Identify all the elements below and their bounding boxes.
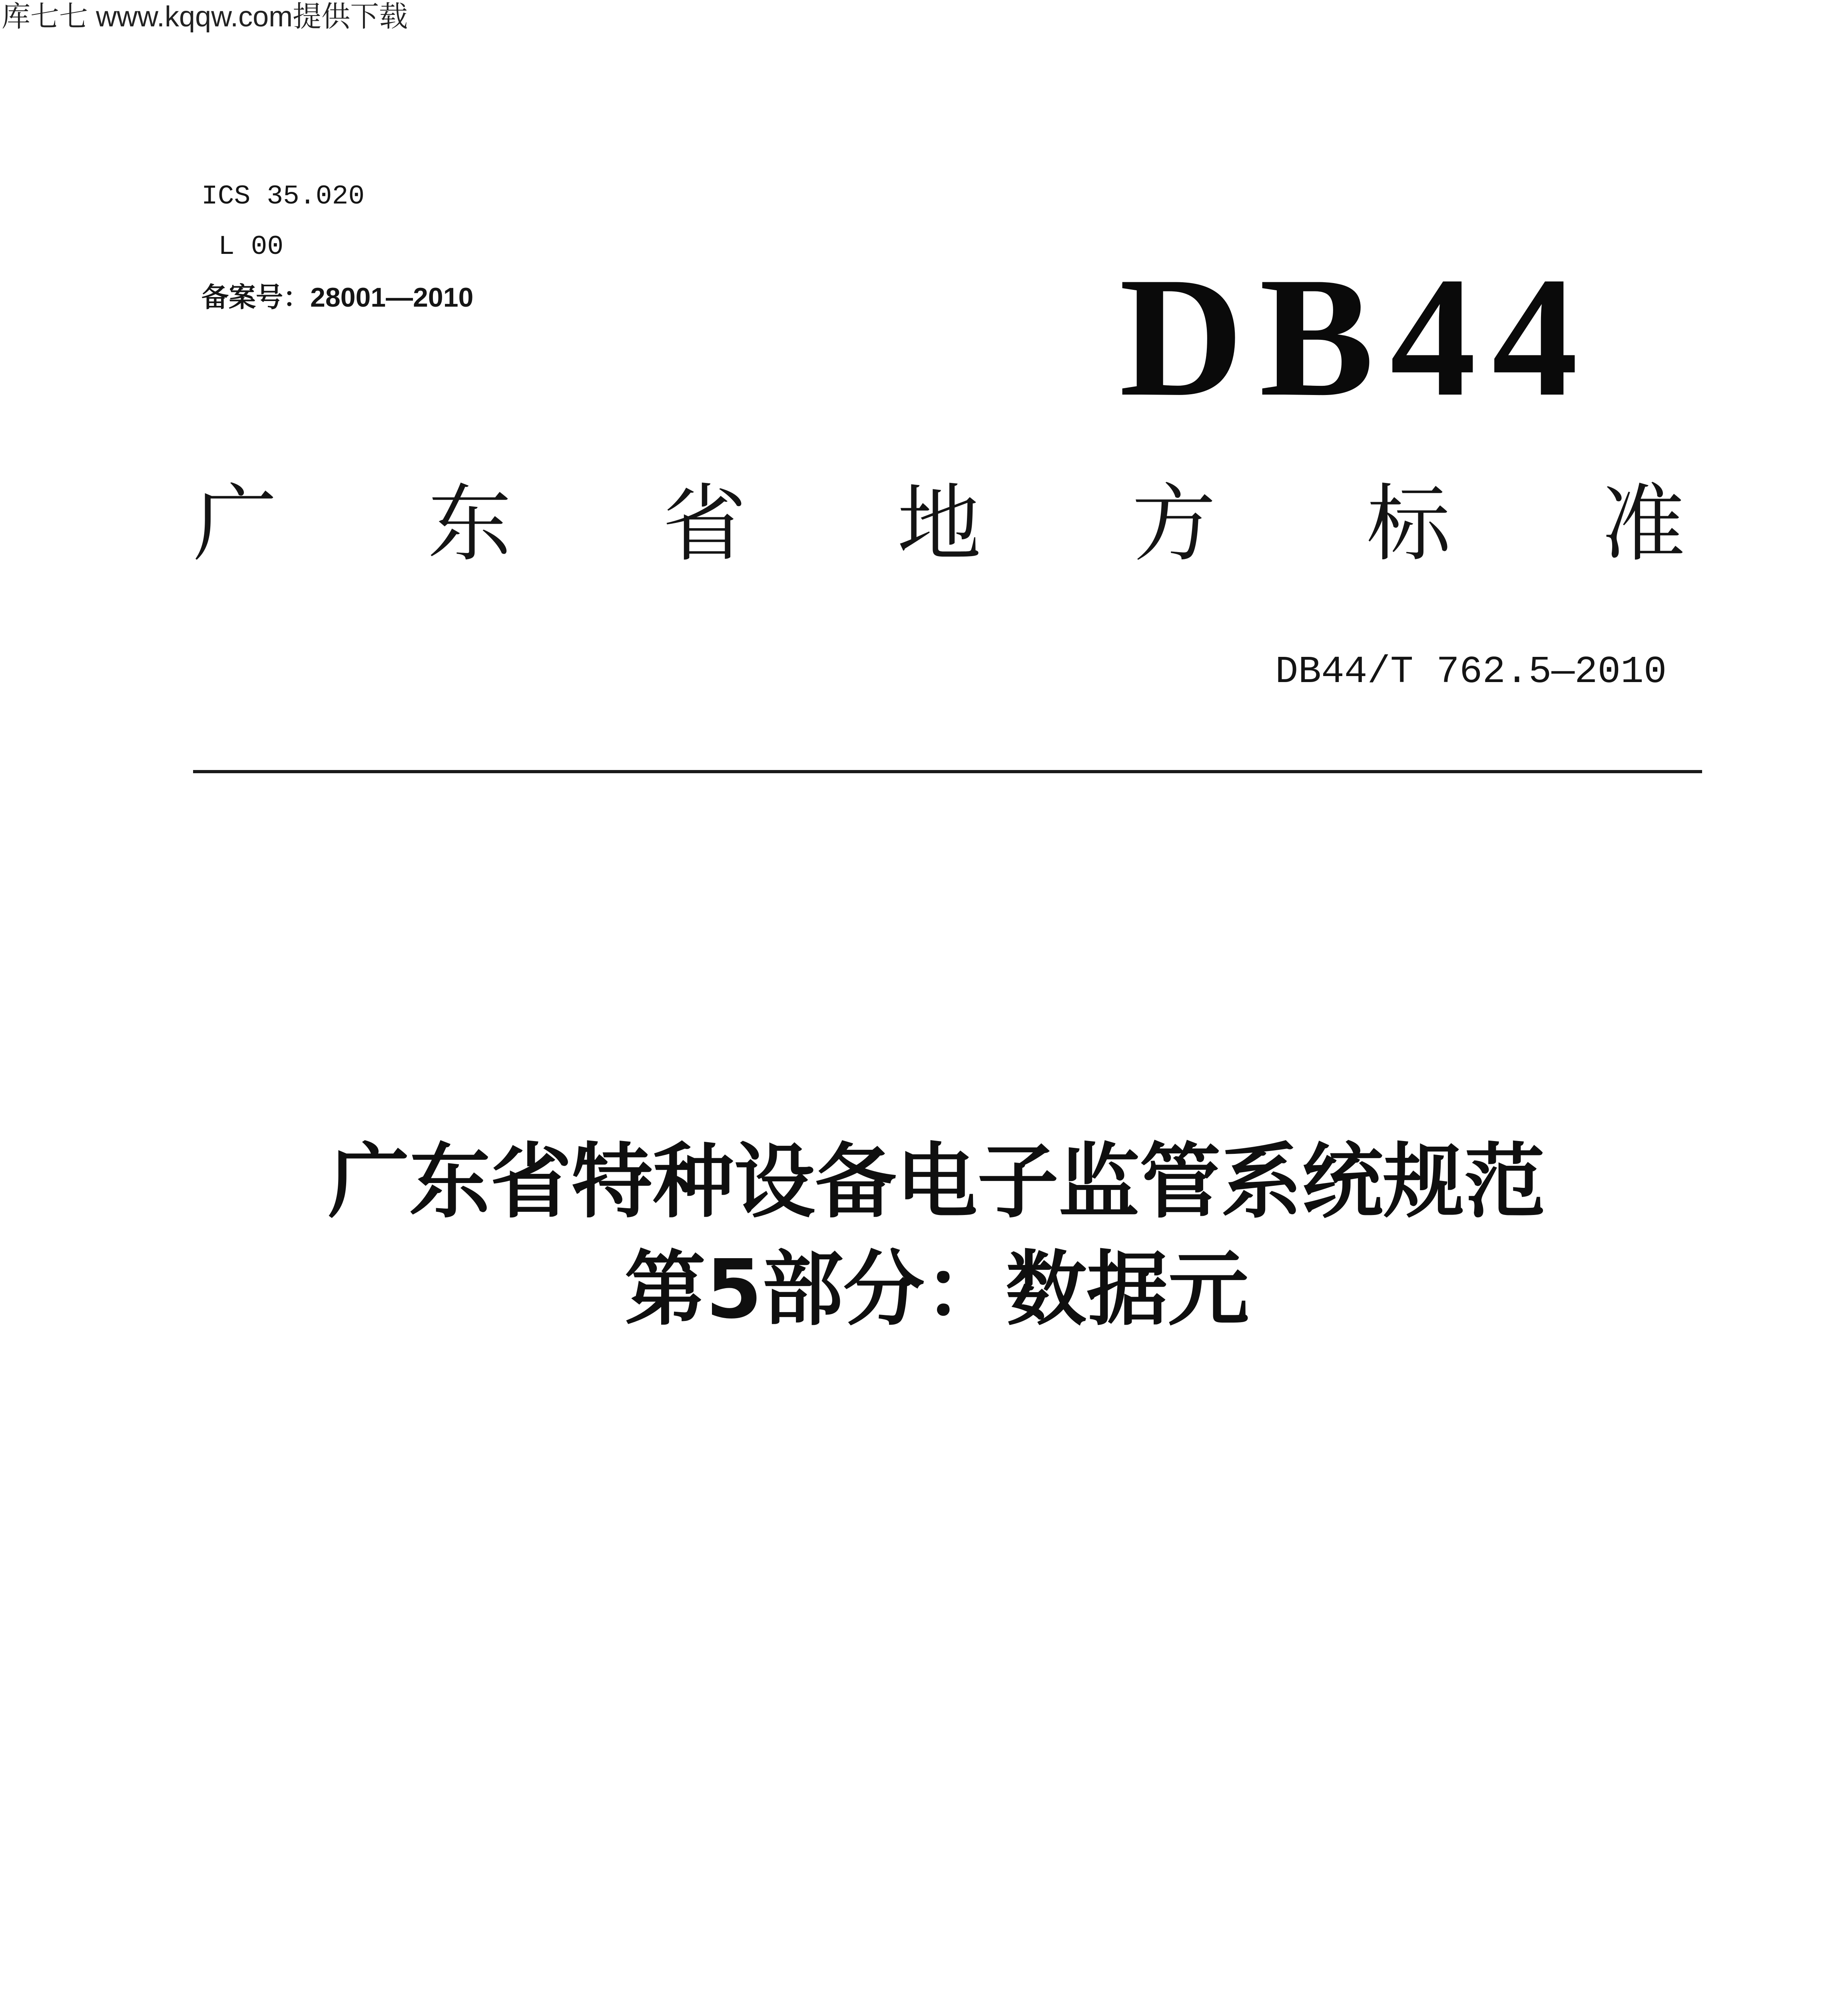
standard-type-char: 广: [193, 475, 277, 573]
standard-type-char: 方: [1132, 475, 1216, 573]
standard-number: DB44/T 762.5—2010: [1275, 650, 1667, 694]
standard-type-char: 地: [897, 475, 981, 573]
standard-type-heading: [193, 475, 1685, 573]
standard-type-char: 准: [1601, 475, 1685, 573]
standard-type-char: 标: [1366, 475, 1451, 573]
filing-number: 备案号：28001—2010: [201, 282, 474, 313]
db44-logo: DB44: [1119, 242, 1594, 432]
download-watermark: 库七七 www.kqqw.com提供下载: [2, 1, 408, 33]
ics-code: ICS 35.020: [201, 181, 365, 212]
document-title: 广东省特种设备电子监管系统规范: [328, 1135, 1545, 1229]
header-divider: [193, 770, 1702, 773]
standard-type-char: 省: [662, 475, 747, 573]
standard-type-char: 东: [428, 475, 512, 573]
ccs-code: L 00: [218, 231, 284, 262]
document-subtitle: 第5部分：数据元: [624, 1242, 1249, 1337]
